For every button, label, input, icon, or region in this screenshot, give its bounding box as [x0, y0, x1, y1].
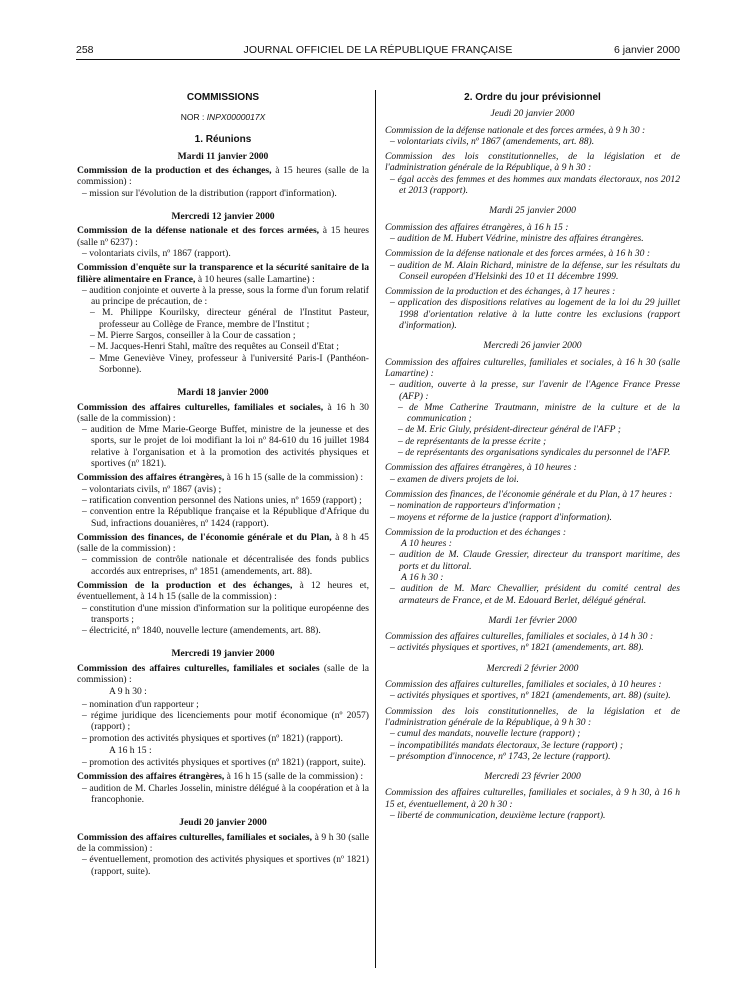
agenda-item: – activités physiques et sportives, nº 1821 (amendements, art. 88) (suite).: [390, 690, 671, 702]
commission-entry: Commission des affaires culturelles, familiales et sociales, à 14 h 30 :: [385, 631, 654, 643]
subsection-title: 2. Ordre du jour prévisionnel: [464, 92, 601, 103]
agenda-item: – liberté de communication, deuxième lecture (rapport).: [390, 810, 606, 822]
agenda-item: – incompatibilités mandats électoraux, 3e lecture (rapport) ;: [390, 739, 624, 751]
commission-name: Commission des affaires culturelles, familiales et sociales,: [77, 401, 324, 413]
commission-details: à 15 heures (salle de la commission) :: [77, 165, 369, 188]
agenda-item: – nomination d'un rapporteur ;: [82, 698, 199, 710]
agenda-item: – moyens et réforme de la justice (rapport d'information).: [390, 511, 612, 523]
agenda-item: – application des dispositions relatives au logement de la loi du 29 juillet 1998 d'orientation relative à la lutte contre les exclusions (rapport d'information).: [390, 297, 680, 332]
commission-entry: Commission des affaires culturelles, familiales et sociales, à 10 heures :: [385, 679, 662, 691]
agenda-subitem: – de représentants de la presse écrite ;: [398, 435, 547, 447]
time-slot: A 10 heures :: [401, 538, 452, 550]
agenda-item: – examen de divers projets de loi.: [390, 473, 519, 485]
commission-details: à 16 h 15 (salle de la commission) :: [224, 472, 364, 484]
commission-name: Commission d'enquête sur la transparence et la sécurité sanitaire de la filière alimentaire en France,: [77, 262, 369, 285]
nor-code: INPX0000017X: [206, 112, 266, 123]
commission-entry: Commission de la défense nationale et des forces armées, à 16 h 30 :: [385, 248, 651, 260]
commission-entry: [77, 262, 369, 285]
commission-entry: [77, 402, 369, 425]
agenda-item: – mission sur l'évolution de la distribution (rapport d'information).: [82, 187, 337, 199]
day-heading: Mercredi 2 février 2000: [486, 662, 579, 674]
day-heading: Mardi 11 janvier 2000: [177, 150, 269, 162]
agenda-item: – volontariats civils, nº 1867 (amendements, art. 88).: [390, 135, 595, 147]
page-header: [76, 44, 680, 60]
commission-entry: [77, 472, 369, 483]
agenda-subitem: – de M. Eric Giuly, président-directeur général de l'AFP ;: [398, 424, 621, 436]
commission-entry: [77, 165, 369, 188]
time-slot: A 16 h 30 :: [401, 571, 444, 583]
commission-name: Commission des affaires culturelles, familiales et sociales: [77, 662, 320, 674]
agenda-item: – ratification convention personnel des Nations unies, nº 1659 (rapport) ;: [82, 494, 362, 506]
commission-details: (salle de la commission) :: [77, 662, 369, 686]
time-slot: A 9 h 30 :: [109, 686, 147, 698]
commission-name: Commission de la production et des échanges,: [77, 165, 272, 177]
commission-entry: [77, 663, 369, 686]
commission-entry: Commission des affaires culturelles, familiales et sociales, à 16 h 30 (salle Lamartine) :: [385, 356, 680, 379]
agenda-item: – promotion des activités physiques et sportives (nº 1821) (rapport, suite).: [82, 757, 366, 769]
commission-entry: Commission des affaires étrangères, à 10 heures :: [385, 462, 577, 474]
agenda-item: – égal accès des femmes et des hommes aux mandats électoraux, nos 2012 et 2013 (rapport).: [390, 173, 680, 197]
commission-entry: Commission des affaires étrangères, à 16 h 15 :: [385, 221, 569, 233]
agenda-subitem: – Mme Geneviève Viney, professeur à l'université Paris-I (Panthéon-Sorbonne).: [90, 352, 369, 375]
agenda-item: – promotion des activités physiques et sportives (nº 1821) (rapport).: [82, 732, 343, 744]
agenda-item: – électricité, nº 1840, nouvelle lecture (amendements, art. 88).: [82, 625, 321, 637]
day-heading: Mercredi 12 janvier 2000: [171, 211, 275, 223]
agenda-item: – présomption d'innocence, nº 1743, 2e lecture (rapport).: [390, 750, 611, 762]
commission-name: Commission des affaires étrangères,: [77, 771, 225, 783]
commission-name: Commission de la défense nationale et des forces armées,: [77, 225, 320, 237]
commission-details: à 8 h 45 (salle de la commission) :: [77, 531, 369, 555]
commission-entry: Commission de la défense nationale et des forces armées, à 9 h 30 :: [385, 124, 646, 136]
commission-details: à 10 heures (salle Lamartine) :: [195, 273, 315, 285]
agenda-item: – cumul des mandats, nouvelle lecture (rapport) ;: [390, 728, 581, 740]
agenda-item: – convention entre la République française et la République d'Afrique du Sud, infractions douanières, nº 1424 (rapport).: [82, 506, 369, 529]
issue-date: 6 janvier 2000: [614, 44, 680, 56]
commission-entry: Commission des lois constitutionnelles, de la législation et de l'administration générale de la République, à 9 h 30 :: [385, 705, 680, 728]
agenda-subitem: – M. Jacques-Henri Stahl, maître des requêtes au Conseil d'Etat ;: [90, 341, 339, 353]
day-heading: Mardi 1er février 2000: [488, 614, 577, 626]
day-heading: Mardi 25 janvier 2000: [489, 205, 576, 217]
agenda-subitem: – de Mme Catherine Trautmann, ministre de la culture et de la communication ;: [398, 401, 680, 425]
agenda-item: – audition conjointe et ouverte à la presse, sous la forme d'un forum relatif au principe de précaution, de :: [82, 284, 369, 308]
nor-reference: [77, 112, 369, 123]
day-heading: Mercredi 19 janvier 2000: [171, 648, 275, 660]
commission-entry: [77, 771, 369, 782]
commission-entry: [77, 532, 369, 555]
column-divider: [375, 90, 376, 968]
agenda-item: – audition de M. Alain Richard, ministre de la défense, sur les résultats du Conseil européen d'Helsinki des 10 et 11 décembre 1999.: [390, 259, 680, 282]
agenda-subitem: – M. Pierre Sargos, conseiller à la Cour de cassation ;: [90, 330, 296, 342]
subsection-title: 1. Réunions: [194, 133, 252, 145]
agenda-item: – volontariats civils, nº 1867 (rapport).: [82, 247, 231, 259]
day-heading: Jeudi 20 janvier 2000: [490, 108, 575, 120]
agenda-item: – audition, ouverte à la presse, sur l'avenir de l'Agence France Presse (AFP) :: [390, 379, 680, 402]
day-heading: Jeudi 20 janvier 2000: [179, 817, 267, 829]
agenda-item: – éventuellement, promotion des activités physiques et sportives (nº 1821) (rapport, suite).: [82, 854, 369, 877]
agenda-item: – régime juridique des licenciements pour motif économique (nº 2057) (rapport) ;: [82, 709, 369, 733]
agenda-subitem: – de représentants des organisations syndicales du personnel de l'AFP.: [398, 447, 671, 459]
commission-name: Commission de la production et des échanges,: [77, 579, 293, 591]
nor-label: NOR :: [180, 112, 207, 123]
commission-entry: [77, 832, 369, 855]
agenda-item: – audition de Mme Marie-George Buffet, ministre de la jeunesse et des sports, sur le projet de loi modifiant la loi nº 84-610 du 16 juillet 1984 relative à l'organisation et à la promotion des activités physiques et sportives (nº 1821).: [82, 424, 369, 470]
agenda-item: – constitution d'une mission d'information sur la politique européenne des transports ;: [82, 602, 369, 625]
agenda-item: – audition de M. Charles Josselin, ministre délégué à la coopération et à la francophonie.: [82, 782, 369, 806]
commission-entry: Commission des affaires culturelles, familiales et sociales, à 9 h 30, à 16 h 15 et, éventuellement, à 20 h 30 :: [385, 787, 680, 810]
agenda-item: – nomination de rapporteurs d'information ;: [390, 500, 561, 512]
agenda-item: – audition de M. Hubert Védrine, ministre des affaires étrangères.: [390, 232, 644, 244]
commission-details: à 15 heures (salle nº 6237) :: [77, 225, 369, 248]
day-heading: Mercredi 23 février 2000: [484, 771, 581, 783]
day-heading: Mardi 18 janvier 2000: [177, 387, 269, 399]
agenda-item: – activités physiques et sportives, nº 1821 (amendements, art. 88).: [390, 642, 644, 654]
commission-entry: [77, 580, 369, 603]
section-title: COMMISSIONS: [186, 92, 260, 103]
commission-details: à 9 h 30 (salle de la commission) :: [77, 831, 369, 854]
commission-entry: Commission des lois constitutionnelles, de la législation et de l'administration générale de la République, à 9 h 30 :: [385, 151, 680, 174]
agenda-item: – audition de M. Marc Chevallier, président du comité central des armateurs de France, et de M. Edouard Berlet, délégué général.: [390, 583, 680, 606]
agenda-item: – audition de M. Claude Gressier, directeur du transport maritime, des ports et du littoral.: [390, 549, 680, 572]
commission-entry: Commission des finances, de l'économie générale et du Plan, à 17 heures :: [385, 488, 673, 500]
commission-entry: [77, 225, 369, 248]
commission-entry: Commission de la production et des échanges :: [385, 526, 567, 538]
commission-name: Commission des finances, de l'économie générale et du Plan,: [77, 531, 332, 543]
left-column: [77, 92, 369, 877]
commission-details: à 12 heures et, éventuellement, à 14 h 15 (salle de la commission) :: [77, 579, 369, 603]
commission-name: Commission des affaires étrangères,: [77, 472, 225, 484]
right-column: [385, 92, 680, 821]
day-heading: Mercredi 26 janvier 2000: [483, 340, 582, 352]
agenda-item: – volontariats civils, nº 1867 (avis) ;: [82, 483, 222, 495]
commission-details: à 16 h 30 (salle de la commission) :: [77, 401, 369, 424]
agenda-item: – commission de contrôle nationale et décentralisée des fonds publics accordés aux entreprises, nº 1851 (amendements, art. 88).: [82, 554, 369, 577]
agenda-subitem: – M. Philippe Kourilsky, directeur général de l'Institut Pasteur, professeur au Collège de France, membre de l'Institut ;: [90, 307, 369, 330]
time-slot: A 16 h 15 :: [109, 744, 152, 756]
journal-title: JOURNAL OFFICIEL DE LA RÉPUBLIQUE FRANÇAISE: [243, 44, 513, 56]
commission-entry: Commission de la production et des échanges, à 17 heures :: [385, 286, 616, 298]
commission-name: Commission des affaires culturelles, familiales et sociales,: [77, 831, 313, 843]
page-number: 258: [76, 44, 94, 56]
commission-details: à 16 h 15 (salle de la commission) :: [224, 771, 364, 783]
header-rule: [76, 59, 680, 60]
